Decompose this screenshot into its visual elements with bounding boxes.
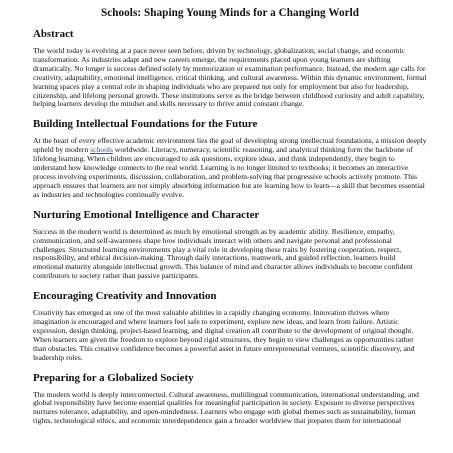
section-heading: Encouraging Creativity and Innovation xyxy=(33,290,217,303)
section-heading: Preparing for a Globalized Society xyxy=(33,371,194,384)
section-abstract xyxy=(33,28,427,109)
paragraph-text-before-link: At the heart of every effective academic environment lies the goal of developing strong intellectual foundations, a mission deeply upheld by modern xyxy=(33,136,427,155)
section-paragraph xyxy=(33,137,427,199)
schools-link[interactable]: schools xyxy=(90,145,113,155)
section-heading: Nurturing Emotional Intelligence and Character xyxy=(33,208,260,221)
section-intellectual-foundations xyxy=(33,118,427,199)
paragraph-text-after-link: worldwide. Literacy, numeracy, scientific reasoning, and analytical thinking form the backbone of lifelong learning. When children are encouraged to ask questions, explore ideas, and think independently, they begin to understand how knowledge connects to the real world. Learning is no longer limited to textbooks; it becomes an interactive process involving experiments, discussion, collaboration, and problem-solving that progressive schools actively promote. This approach ensures that learners are not simply absorbing information but are learning how to learn—a skill that becomes essential as industries and technologies continually evolve. xyxy=(33,145,425,199)
section-paragraph: The world today is evolving at a pace never seen before, driven by technology, globalization, social change, and economic transformation. As industries adapt and new careers emerge, the requirements placed upon young learners are shifting dramatically. No longer is success defined solely by memorization or examination performance. Instead, the modern age calls for creativity, adaptability, emotional intelligence, critical thinking, and cultural awareness. Within this dynamic environment, formal learning spaces play a central role in shaping individuals who are prepared not only for employment but also for leadership, citizenship, and lifelong personal growth. These institutions serve as the bridge between childhood curiosity and adult capability, helping learners develop the mindset and skills necessary to thrive amid constant change. xyxy=(33,46,427,109)
section-paragraph: Creativity has emerged as one of the most valuable abilities in a rapidly changing economy. Innovation thrives where imagination is encouraged and where learners feel safe to experiment, explore new ideas, and learn from failure. Artistic expression, design thinking, project-based learning, and digital creation all contribute to the development of original thought. When learners are given the freedom to explore beyond rigid structures, they begin to view challenges as opportunities rather than obstacles. This creative confidence becomes a powerful asset in future entrepreneurial ventures, scientific discovery, and leadership roles. xyxy=(33,308,415,362)
section-paragraph: The modern world is deeply interconnected. Cultural awareness, multilingual communication, international understanding, and global responsibility have become essential qualities for meaningful participation in society. Exposure to diverse perspectives nurtures tolerance, adaptability, and open-mindedness. Learners who engage with global themes such as sustainability, human rights, technological ethics, and economic interdependence gain a broader worldview that prepares them for international xyxy=(33,389,419,426)
section-heading: Abstract xyxy=(33,28,74,40)
section-creativity-innovation xyxy=(33,290,427,362)
section-paragraph: Success in the modern world is determined as much by emotional strength as by academic ability. Resilience, empathy, communication, and self-awareness shape how individuals interact with others and navigate personal and professional challenges. Structured learning environments play a vital role in developing these traits by fostering cooperation, respect, responsibility, and ethical decision-making. Through daily interactions, teamwork, and guided reflection, learners build emotional maturity alongside intellectual growth. This balance of mind and character allows individuals to become confident contributors to society rather than passive participants. xyxy=(33,226,413,281)
section-heading: Building Intellectual Foundations for the Future xyxy=(33,118,258,131)
section-globalized-society xyxy=(33,372,427,427)
document-title: Schools: Shaping Young Minds for a Changing World xyxy=(100,7,360,19)
section-emotional-intelligence xyxy=(33,209,427,281)
